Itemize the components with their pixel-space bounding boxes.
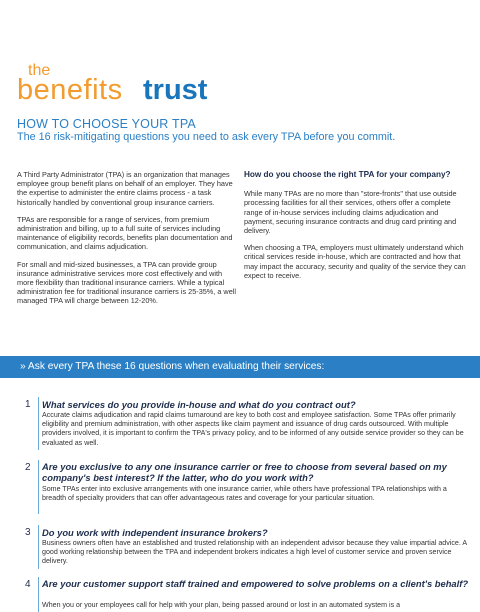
questions-banner (0, 356, 480, 378)
question-divider (38, 460, 39, 514)
right-column-heading: How do you choose the right TPA for your company? (244, 170, 451, 179)
page-subtitle: The 16 risk-mitigating questions you need to ask every TPA before you commit. (17, 131, 396, 143)
questions-banner-text: » Ask every TPA these 16 questions when evaluating their services: (20, 361, 325, 372)
intro-paragraph: For small and mid-sized businesses, a TPA can provide group insurance administrative services more cost effectively and with more flexibility than traditional insurance carriers. While a typical administration fee for traditional insurance carriers is 25-35%, a well managed TPA will charge between 12-20%. (17, 259, 237, 306)
question-number: 1 (25, 399, 31, 410)
benefits-trust-logo (17, 62, 217, 112)
logo-word-benefits: benefits (17, 74, 123, 106)
intro-right-column (244, 170, 470, 288)
logo-word-trust: trust (143, 74, 208, 106)
intro-paragraph: TPAs are responsible for a range of services, from premium administration and billing, up to a full suite of services including maintenance of eligibility records, benefits plan documentation and communication, and claims adjudication. (17, 214, 233, 252)
question-title: Are your customer support staff trained and empowered to solve problems on a client's behalf? (42, 578, 469, 589)
question-title: Are you exclusive to any one insurance carrier or free to choose from several based on my company's best interest? If the latter, who do you work with? (42, 461, 447, 483)
intro-paragraph: A Third Party Administrator (TPA) is an organization that manages employee group benefit plans on behalf of an employer. They have the expertise to administer the entire claims process - a task historically handled by conventional group insurance carriers. (17, 170, 233, 207)
question-body: Accurate claims adjudication and rapid claims turnaround are key to both cost and employee satisfaction. Some TPAs offer primarily eligibility and premium administration, with other aspects like claim payment and issuance of drug cards outsourced. With multiple providers involved, it is important to confirm the TPA's privacy policy, and to be informed of any outside service provider so they can be evaluated as well. (42, 411, 464, 447)
question-body: Some TPAs enter into exclusive arrangements with one insurance carrier, while others have professional TPA relationships with a breadth of specialty providers that can offer advantageous rates and coverage for your particular situation. (42, 485, 447, 503)
question-divider (38, 525, 39, 569)
page-title: HOW TO CHOOSE YOUR TPA (17, 117, 196, 131)
right-column-paragraph: When choosing a TPA, employers must ultimately understand which critical services reside in-house, which are contracted and how that may impact the accuracy, security and quality of the service they can expect to receive. (244, 243, 466, 280)
question-title: What services do you provide in-house and what do you contract out? (42, 399, 356, 410)
question-divider (38, 577, 39, 612)
question-divider (38, 397, 39, 450)
question-body: Business owners often have an established and trusted relationship with an independent advisor because they value impartial advice. A good working relationship between the TPA and independent brokers indicates a high level of customer service and proven service delivery. (42, 539, 467, 566)
question-number: 4 (25, 579, 31, 590)
question-body: When you or your employees call for help with your plan, being passed around or lost in an automated system is a (42, 601, 401, 609)
question-number: 3 (25, 527, 31, 538)
intro-left-column (17, 170, 239, 314)
right-column-paragraph: While many TPAs are no more than "store-fronts" that use outside processing facilities for all their services, others offer a complete range of in-house services including claims adjudication and payment, securing insurance contracts and drug card printing and delivery. (244, 189, 457, 236)
question-number: 2 (25, 462, 31, 473)
question-title: Do you work with independent insurance brokers? (42, 527, 268, 538)
logo-word-the: the (28, 62, 51, 79)
